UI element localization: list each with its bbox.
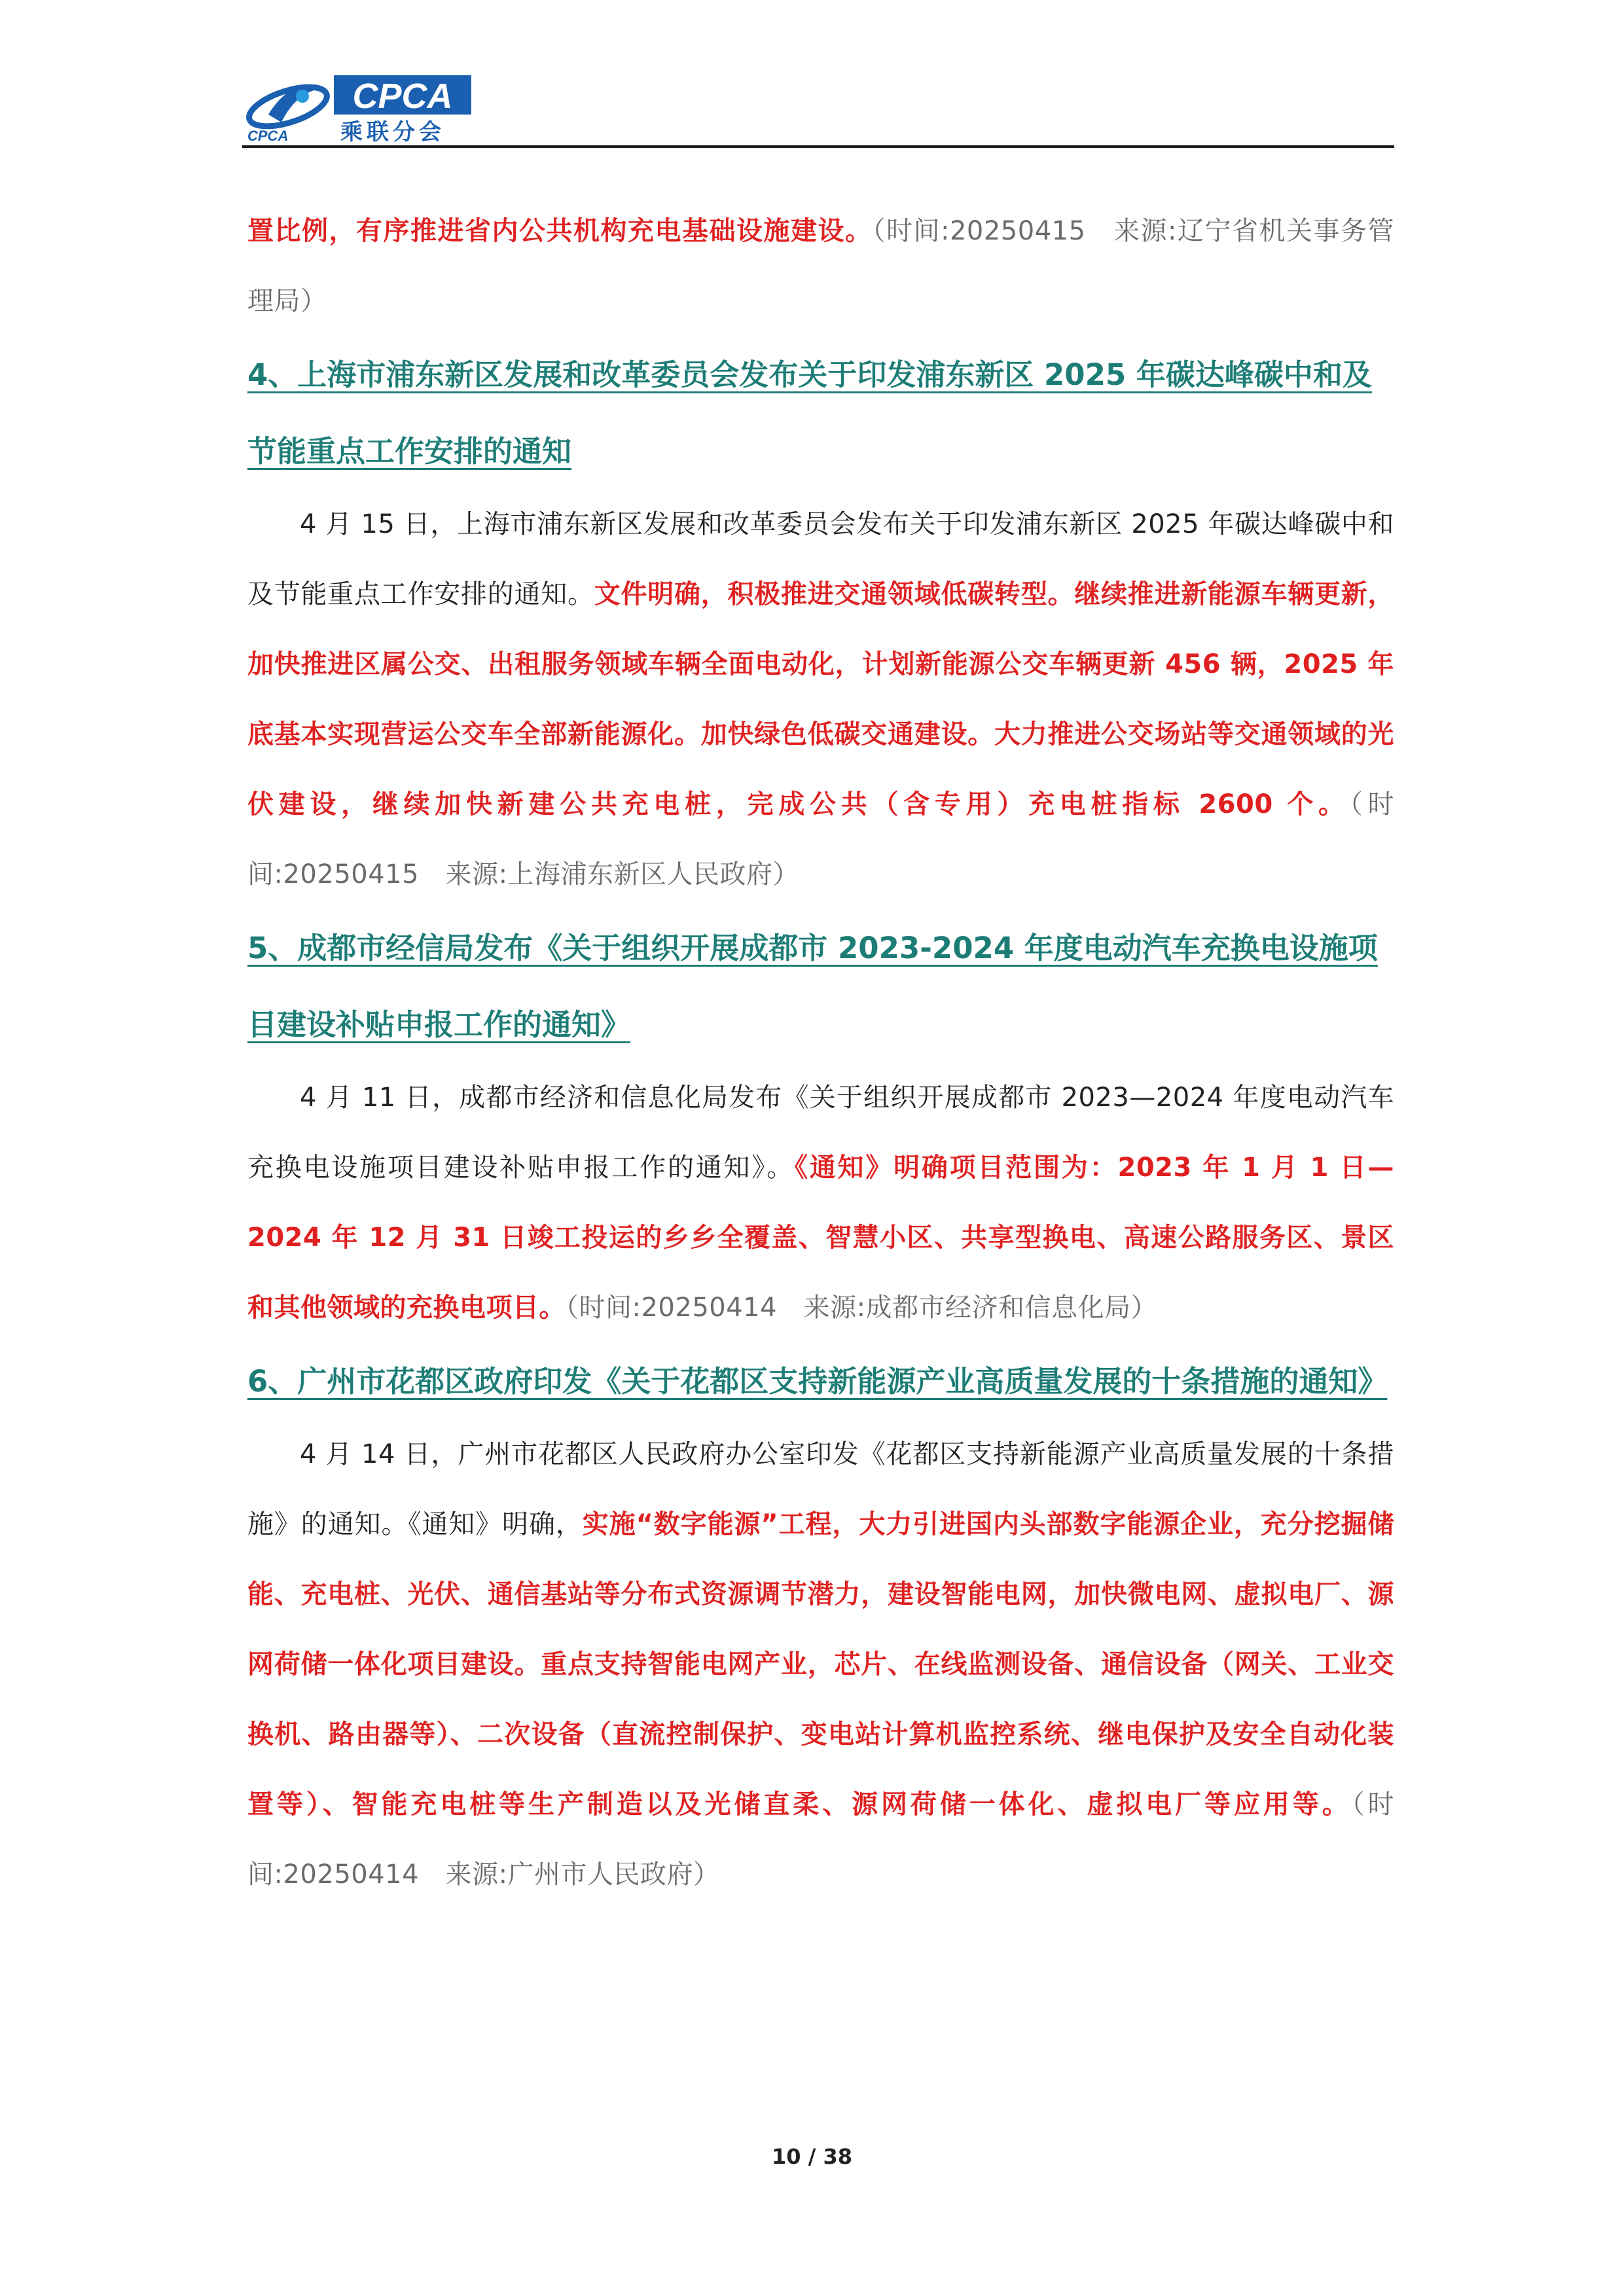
highlighted-text: 文件明确，积极推进交通领域低碳转型。继续推进新能源车辆更新，加快推进区属公交、出租服务领域车辆全面电动化，计划新能源公交车辆更新 456 辆，2025 年底基本实现营运公交车全部新能源化。加快绿色低碳交通建设。大力推进公交场站等交通领域的光伏建设，继续加快新建公共充电桩，完成公共（含专用）充电桩指标 2600 个。 bbox=[247, 579, 1394, 819]
body-text: 4 月 14 日，广州市花都区人民政府办公室印发《花都区支持新能源产业高质量发展的十条措施》的通知。《通知》明确， bbox=[247, 1439, 1394, 1539]
source-note: （时间:20250415 来源:辽宁省机关事务管理局） bbox=[247, 216, 1395, 316]
body-text: 4 月 15 日，上海市浦东新区发展和改革委员会发布关于印发浦东新区 2025 年碳达峰碳中和及节能重点工作安排的通知。 bbox=[247, 509, 1394, 609]
logo-subtitle: 乘联分会 bbox=[340, 119, 445, 144]
logo-text: CPCA bbox=[352, 77, 453, 116]
section-heading-4: 4、上海市浦东新区发展和改革委员会发布关于印发浦东新区 2025 年碳达峰碳中和及节能重点工作安排的通知 bbox=[247, 357, 1372, 469]
paragraph-6 bbox=[247, 1420, 1394, 1910]
highlighted-text: 置比例，有序推进省内公共机构充电基础设施建设。 bbox=[247, 216, 873, 246]
header-rule bbox=[242, 145, 1394, 148]
section-heading-5: 5、成都市经信局发布《关于组织开展成都市 2023-2024 年度电动汽车充换电设施项目建设补贴申报工作的通知》 bbox=[247, 931, 1378, 1042]
paragraph-5 bbox=[247, 1063, 1394, 1343]
page-number: 10 / 38 bbox=[771, 2144, 853, 2169]
paragraph-4 bbox=[247, 490, 1394, 910]
logo-mark-text: CPCA bbox=[247, 128, 289, 144]
source-note: （时间:20250414 来源:成都市经济和信息化局） bbox=[566, 1293, 1158, 1323]
article-body bbox=[247, 196, 1394, 1910]
source-note: （时间:20250414 来源:广州市人民政府） bbox=[247, 1789, 1395, 1890]
body-text: 4 月 11 日，成都市经济和信息化局发布《关于组织开展成都市 2023—2024 年度电动汽车充换电设施项目建设补贴申报工作的通知》。 bbox=[247, 1083, 1394, 1183]
paragraph-continuation bbox=[247, 196, 1394, 336]
section-heading-6: 6、广州市花都区政府印发《关于花都区支持新能源产业高质量发展的十条措施的通知》 bbox=[247, 1364, 1388, 1399]
cpca-logo bbox=[242, 69, 478, 144]
highlighted-text: 实施“数字能源”工程，大力引进国内头部数字能源企业，充分挖掘储能、充电桩、光伏、通信基站等分布式资源调节潜力，建设智能电网，加快微电网、虚拟电厂、源网荷储一体化项目建设。重点支持智能电网产业，芯片、在线监测设备、通信设备（网关、工业交换机、路由器等）、二次设备（直流控制保护、变电站计算机监控系统、继电保护及安全自动化装置等）、智能充电桩等生产制造以及光储直柔、源网荷储一体化、虚拟电厂等应用等。 bbox=[247, 1509, 1395, 1820]
highlighted-text: 《通知》明确项目范围为：2023 年 1 月 1 日—2024 年 12 月 31 日竣工投运的乡乡全覆盖、智慧小区、共享型换电、高速公路服务区、景区和其他领域的充换电项目。 bbox=[247, 1153, 1394, 1323]
page-header bbox=[242, 62, 1394, 147]
source-note: （时间:20250415 来源:上海浦东新区人民政府） bbox=[247, 789, 1395, 889]
